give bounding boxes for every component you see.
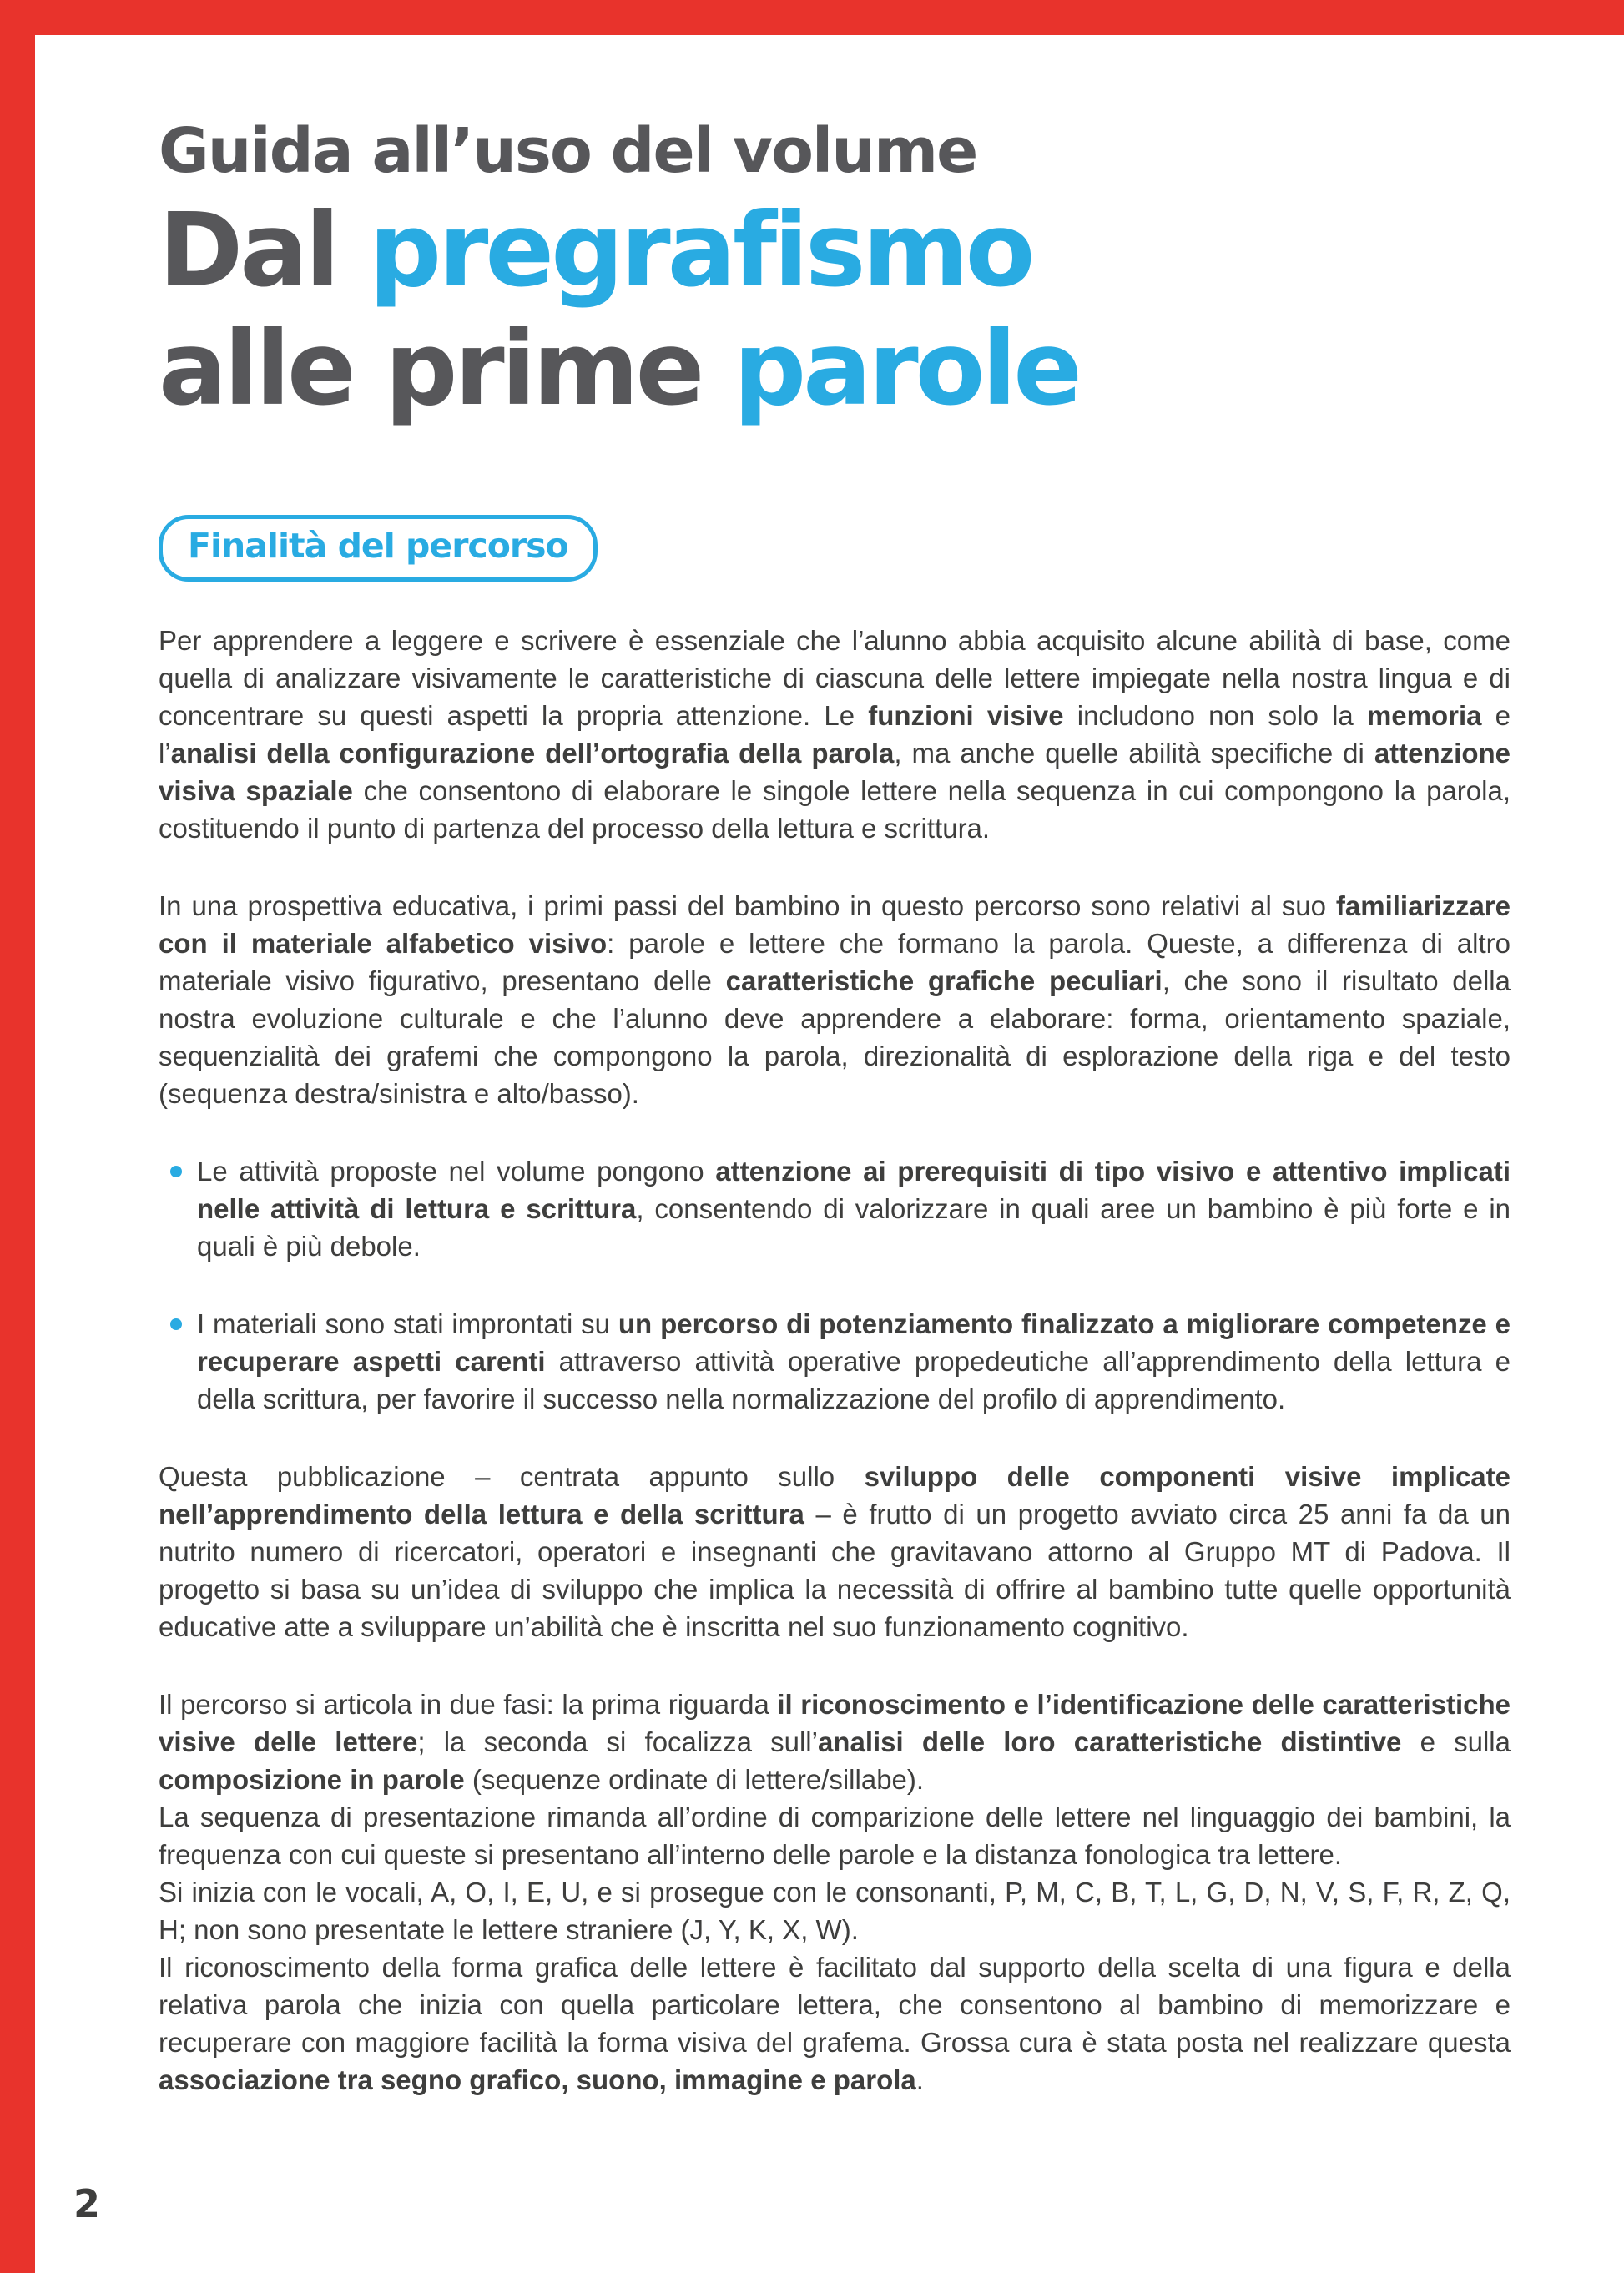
text-run: che consentono di elaborare le singole lettere nella sequenza in cui compongono la parola, costituendo il punto di partenza del processo della lettura e scrittura. [159, 775, 1511, 844]
bullet-icon [170, 1318, 182, 1330]
paragraph [159, 1798, 1511, 1873]
text-run: Si inizia con le vocali, A, O, I, E, U, e si prosegue con le consonanti, P, M, C, B, T, L, G, D, N, V, S, F, R, Z, Q, H; non sono presentate le lettere straniere (J, Y, K, X, W). [159, 1877, 1511, 1946]
text-emphasis: familiarizzare con il materiale alfabetico visivo [159, 890, 1511, 960]
body-content [159, 622, 1511, 2099]
text-emphasis: associazione tra segno grafico, suono, immagine e parola [159, 2064, 916, 2096]
text-run: attraverso attività operative propedeutiche all’apprendimento della lettura e della scrittura, per favorire il successo nella normalizzazione del profilo di apprendimento. [197, 1346, 1511, 1415]
text-emphasis: parole [733, 309, 1080, 428]
page-number: 2 [73, 2181, 101, 2226]
text-run: e l’ [159, 700, 1511, 769]
text-run: (sequenze ordinate di lettere/sillabe). [464, 1764, 925, 1796]
text-run: I materiali sono stati improntati su [197, 1308, 618, 1340]
bullet-text [197, 1305, 1511, 1418]
text-run: Il riconoscimento della forma grafica delle lettere è facilitato dal supporto della scelta di una figura e della relativa parola che inizia con quella particolare lettera, che consentono al bambino di memorizzare e recuperare con maggiore facilità la forma visiva del grafema. Grossa cura è stata posta nel realizzare questa [159, 1952, 1511, 2059]
page-border-left [0, 0, 35, 2273]
page-content [35, 35, 1624, 2099]
text-run: . [915, 2064, 924, 2096]
text-run: Il percorso si articola in due fasi: la prima riguarda [159, 1689, 778, 1721]
text-run: La sequenza di presentazione rimanda all’ordine di comparizione delle lettere nel linguaggio dei bambini, la frequenza con cui queste si presentano all’interno delle parole e la distanza fonologica tra lettere. [159, 1802, 1511, 1871]
section-badge: Finalità del percorso [159, 515, 598, 582]
bullet-item [159, 1305, 1511, 1418]
main-title-line [159, 192, 1511, 310]
text-run: , ma anche quelle abilità specifiche di [894, 738, 1374, 769]
text-emphasis: caratteristiche grafiche peculiari [725, 965, 1163, 997]
text-run: Questa pubblicazione – centrata appunto sullo [159, 1461, 865, 1493]
text-run: Le attività proposte nel volume pongono [197, 1156, 716, 1187]
text-emphasis: funzioni visive [868, 700, 1064, 732]
text-run: ; la seconda si focalizza sull’ [417, 1726, 818, 1758]
text-run: – è frutto di un progetto avviato circa 25 anni fa da un nutrito numero di ricercatori, operatori e insegnanti che gravitavano attorno al Gruppo MT di Padova. Il progetto si basa su un’idea di sviluppo che implica la necessità di offrire al bambino tutte quelle opportunità educative atte a sviluppare un’abilità che è inscritta nel suo funzionamento cognitivo. [159, 1499, 1511, 1643]
text-emphasis: attenzione visiva spaziale [159, 738, 1511, 807]
main-title-line [159, 310, 1511, 429]
text-emphasis: analisi della configurazione dell’ortografia della parola [170, 738, 895, 769]
text-run: In una prospettiva educativa, i primi passi del bambino in questo percorso sono relativi al suo [159, 890, 1336, 922]
content-sheet [35, 35, 1624, 2273]
text-run: Per apprendere a leggere e scrivere è essenziale che l’alunno abbia acquisito alcune abilità di base, come quella di analizzare visivamente le caratteristiche di ciascuna delle lettere impiegate nella nostra lingua e di concentrare su questi aspetti la propria attenzione. Le [159, 625, 1511, 732]
paragraph [159, 1458, 1511, 1646]
text-emphasis: analisi delle loro caratteristiche distintive [817, 1726, 1402, 1758]
text-emphasis: il riconoscimento e l’identificazione delle caratteristiche visive delle lettere [159, 1689, 1511, 1758]
paragraph [159, 887, 1511, 1112]
text-emphasis: un percorso di potenziamento finalizzato a migliorare competenze e recuperare aspetti carenti [197, 1308, 1511, 1378]
paragraph [159, 1948, 1511, 2099]
text-run: e sulla [1401, 1726, 1511, 1758]
bullet-text [197, 1152, 1511, 1265]
page-kicker: Guida all’uso del volume [159, 115, 977, 187]
section-badge-row [159, 515, 1511, 582]
text-run: , consentendo di valorizzare in quali aree un bambino è più forte e in quali è più debole. [197, 1193, 1511, 1262]
text-emphasis: memoria [1366, 700, 1482, 732]
text-run: Dal [159, 191, 369, 310]
page-border-top [0, 0, 1624, 35]
bullet-item [159, 1152, 1511, 1265]
paragraph [159, 1686, 1511, 1798]
text-emphasis: sviluppo delle componenti visive implicate nell’apprendimento della lettura e della scrittura [159, 1461, 1511, 1530]
text-run: : parole e lettere che formano la parola. Queste, a differenza di altro materiale visivo figurativo, presentano delle [159, 928, 1511, 997]
text-run: includono non solo la [1063, 700, 1367, 732]
bullet-icon [170, 1166, 182, 1177]
text-emphasis: composizione in parole [159, 1764, 465, 1796]
text-run: alle prime [159, 309, 734, 428]
text-emphasis: attenzione ai prerequisiti di tipo visivo e attentivo implicati nelle attività di lettura e scrittura [197, 1156, 1511, 1225]
paragraph [159, 1873, 1511, 1948]
paragraph [159, 622, 1511, 847]
main-title [159, 192, 1511, 428]
text-run: , che sono il risultato della nostra evoluzione culturale e che l’alunno deve apprendere a elaborare: forma, orientamento spaziale, sequenzialità dei grafemi che compongono la parola, direzionalità di esplorazione della riga e del testo (sequenza destra/sinistra e alto/basso). [159, 965, 1511, 1110]
text-emphasis: pregrafismo [368, 191, 1032, 310]
